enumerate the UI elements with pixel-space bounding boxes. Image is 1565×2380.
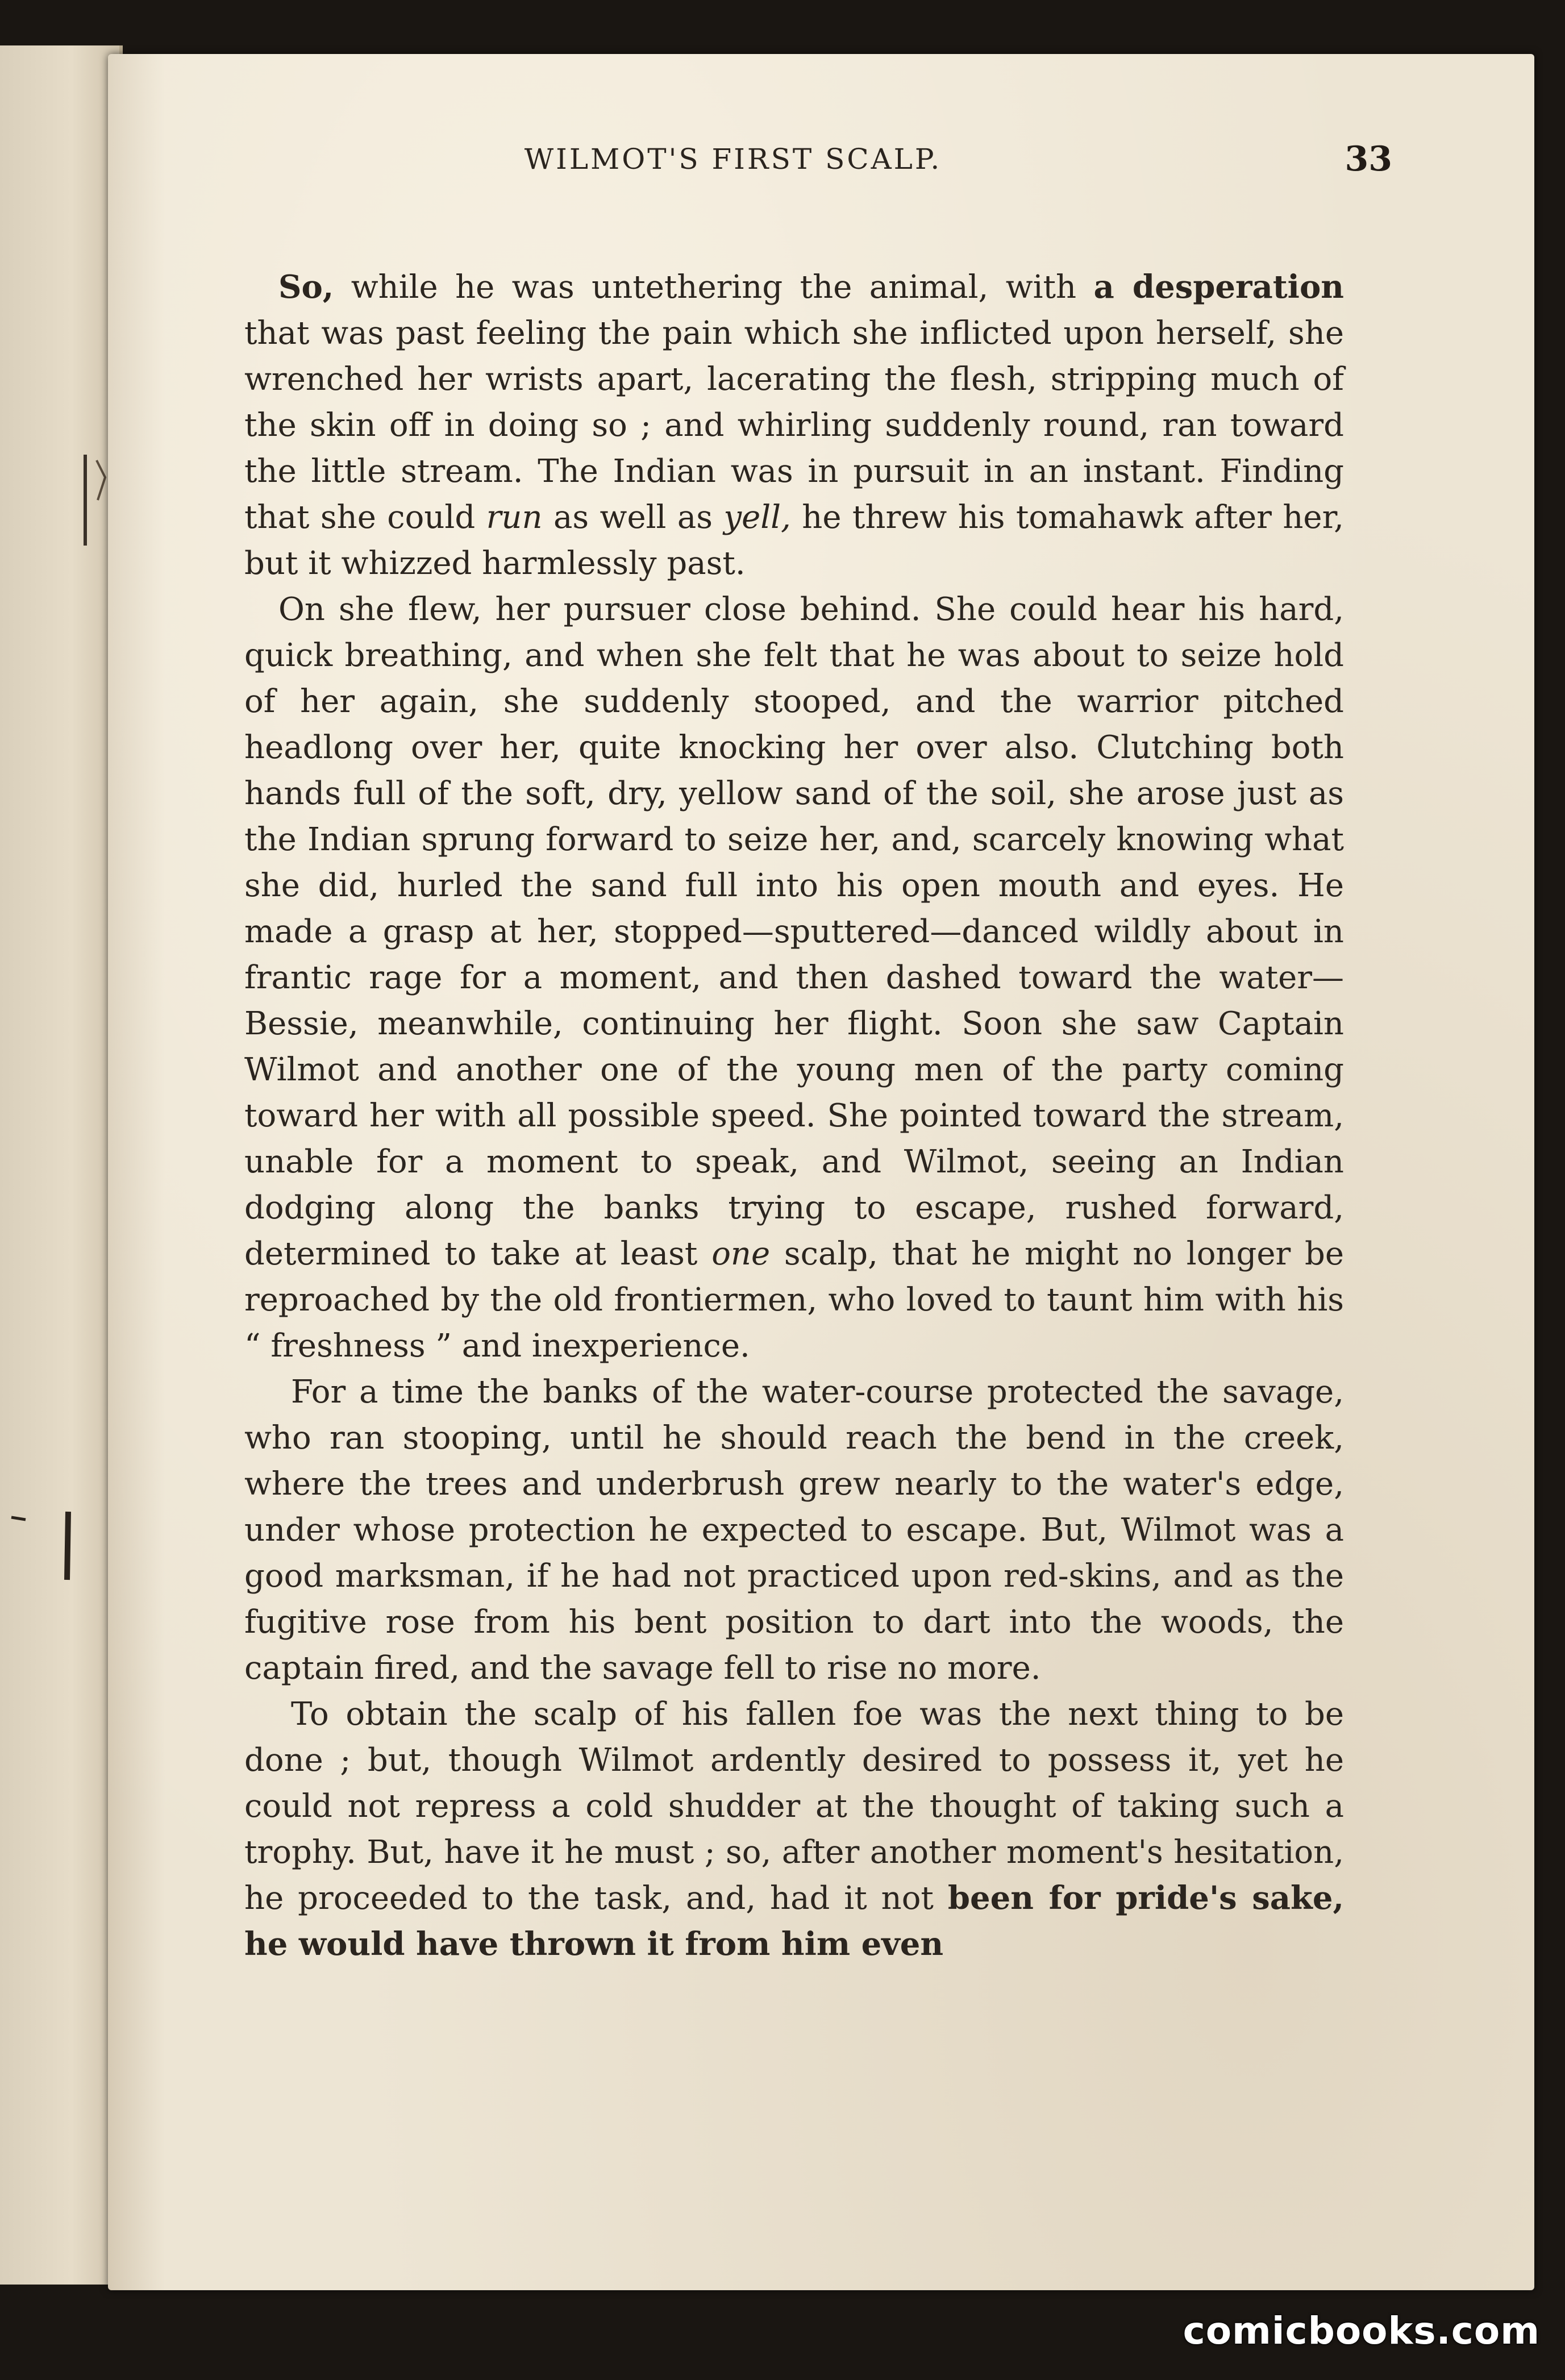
body-text xyxy=(244,264,1344,1967)
paragraph-1-text-c: as well as xyxy=(542,499,724,536)
running-head xyxy=(108,125,1534,193)
paragraph-1-italic-b: yell, xyxy=(723,499,791,536)
facing-page-edge xyxy=(0,45,123,2285)
paragraph-1-text-b: that was past feeling the pain which she inflicted upon herself, she wrenched her wrists apart, lacerating the flesh, stripping much of the skin off in doing so ; and whirling suddenly round, ran toward the little stream. The Indian was in pursuit in an instant. Finding that she could xyxy=(244,315,1344,536)
paragraph-4-text: To obtain the scalp of his fallen foe was the next thing to be done ; but, though Wilmot ardently desired to possess it, yet he could not repress a cold shudder at the thought of taking such a trophy. But, have it he must ; so, after another moment's hesitation, he proceeded to the task, and, had it not xyxy=(244,1696,1344,1917)
paragraph-2-text: On she flew, her pursuer close behind. She could hear his hard, quick breathing, and when she felt that he was about to seize hold of her again, she suddenly stooped, and the warrior pitched headlong over her, quite knocking her over also. Clutching both hands full of the soft, dry, yellow sand of the soil, she arose just as the Indian sprung forward to seize her, and, scarcely knowing what she did, hurled the sand full into his open mouth and eyes. He made a grasp at her, stopped—sputtered—danced wildly about in frantic rage for a moment, and then dashed toward the water—Bessie, meanwhile, continuing her flight. Soon she saw Captain Wilmot and another one of the young men of the party coming toward her with all possible speed. She pointed toward the stream, unable for a moment to speak, and Wilmot, seeing an Indian dodging along the banks trying to escape, rushed forward, determined to take at least xyxy=(244,591,1344,1272)
page-number: 33 xyxy=(1345,139,1392,179)
paragraph-3-text: For a time the banks of the water-course protected the savage, who ran stooping, until he should reach the bend in the creek, where the trees and underbrush grew nearly to the water's edge, under whose protection he expected to escape. But, Wilmot was a good marksman, if he had not practiced upon red-skins, and as the fugitive rose from his bent position to dart into the woods, the captain fired, and the savage fell to rise no more. xyxy=(244,1374,1344,1687)
paragraph-1-bold-a: a desperation xyxy=(1093,268,1345,306)
paragraph-1-italic-a: run xyxy=(486,499,543,536)
running-title: WILMOT'S FIRST SCALP. xyxy=(524,143,942,176)
watermark: comicbooks.com xyxy=(1183,2309,1540,2353)
paragraph-4 xyxy=(244,1691,1344,1967)
paragraph-2-italic: one xyxy=(711,1235,771,1272)
paragraph-1 xyxy=(244,264,1344,586)
paragraph-1-text-d: he threw his tomahawk after her, but it whizzed harmlessly past. xyxy=(244,499,1344,582)
paragraph-1-lead: So, xyxy=(278,268,334,306)
paragraph-3 xyxy=(244,1369,1344,1691)
paragraph-2 xyxy=(244,586,1344,1369)
facing-page-ink-marks xyxy=(0,45,119,2285)
paragraph-1-text-a: while he was untethering the animal, with xyxy=(334,269,1094,306)
paragraph-4-bold-tail: been for pride's sake, he would have thrown it from him even xyxy=(244,1879,1344,1963)
paragraph-2-text-after: scalp, that he might no longer be reproached by the old frontiermen, who loved to taunt him with his “ freshness ” and inexperience. xyxy=(244,1235,1345,1364)
